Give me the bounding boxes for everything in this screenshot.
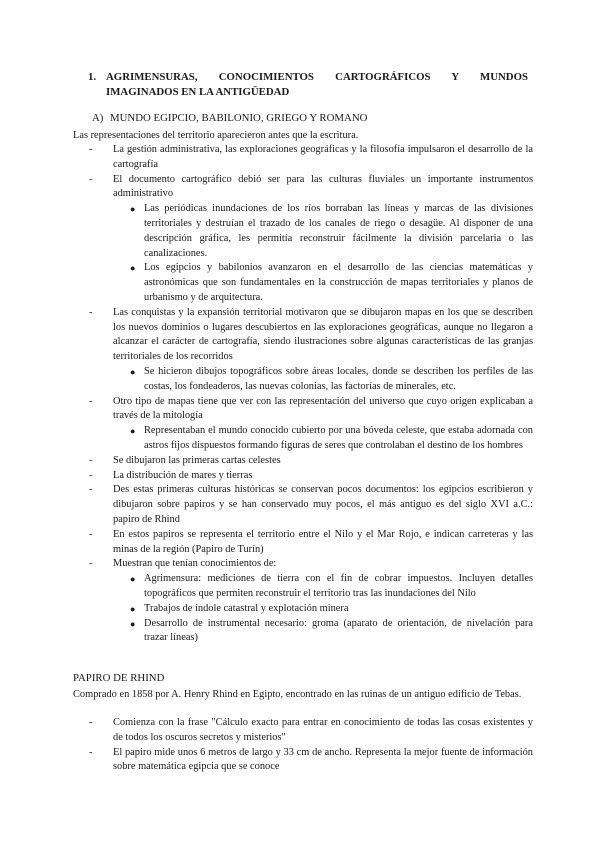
list-item-text: Otro tipo de mapas tiene que ver con las representación del universo que cuyo origen explicaban a través de la mitología (113, 395, 533, 422)
papiro-heading: PAPIRO DE RHIND (73, 672, 165, 684)
list-item-text: La gestión administrativa, las exploraciones geográficas y la filosofía impulsaron el desarrollo de la cartografía (113, 144, 533, 170)
intro-paragraph: Las representaciones del territorio aparecieron antes que la escritura. (73, 130, 359, 141)
bullet-dot-icon: ● (130, 426, 136, 437)
list-item (73, 716, 533, 746)
list-item (73, 173, 533, 203)
list-item-text: En estos papiros se representa el territorio entre el Nilo y el Mar Rojo, e indican carreteras y las minas de la región (Papiro de Turín) (113, 528, 533, 555)
dash-marker: - (89, 484, 93, 496)
chapter-title: AGRIMENSURAS, CONOCIMIENTOS CARTOGRÁFICOS Y MUNDOS IMAGINADOS EN LA ANTIGÜEDAD (106, 71, 528, 98)
dash-marker: - (89, 395, 93, 407)
list-item (73, 143, 533, 173)
list-item (73, 395, 533, 425)
papiro-bullet-list (73, 716, 533, 775)
section-label: A) (92, 112, 104, 124)
list-item (73, 557, 533, 572)
list-item-text: Comienza con la frase "Cálculo exacto para entrar en conocimiento de todas las cosas existentes y de todos los oscuros secretos y misterios" (113, 717, 533, 743)
dash-marker: - (89, 528, 93, 540)
list-item (73, 746, 533, 776)
section-title: MUNDO EGIPCIO, BABILONIO, GRIEGO Y ROMANO (110, 112, 368, 124)
dash-marker: - (89, 558, 93, 570)
bullet-dot-icon: ● (130, 263, 136, 274)
bullet-dot-icon: ● (130, 204, 136, 215)
dash-marker: - (89, 746, 93, 758)
papiro-intro: Comprado en 1858 por A. Henry Rhind en Egipto, encontrado en las ruinas de un antiguo edificio de Tebas. (73, 689, 522, 700)
sub-list-item (73, 365, 533, 395)
main-bullet-list (73, 143, 533, 646)
sub-list-item-text: Trabajos de índole catastral y explotación minera (144, 602, 349, 614)
sub-list-item (73, 261, 533, 305)
list-item-text: Muestran que tenían conocimientos de: (113, 558, 277, 570)
bullet-dot-icon: ● (130, 603, 136, 614)
chapter-heading (88, 70, 528, 100)
list-item (73, 483, 533, 527)
section-heading (92, 111, 367, 126)
sub-list-item-text: Se hicieron dibujos topográficos sobre áreas locales, donde se describen los perfiles de las costas, los fondeaderos, las nuevas colonias, las factorías de minerales, etc. (144, 365, 533, 392)
list-item-text: Se dibujaron las primeras cartas celestes (113, 454, 281, 466)
list-item-text: Des estas primeras culturas históricas se conservan pocos documentos: los egipcios escribieron y dibujaron sobre papiros y se han conservado muy pocos, el más antiguo es del siglo XVI a.C.: papiro de Rhind (113, 484, 533, 525)
sub-list-item-text: Los egipcios y babilonios avanzaron en el desarrollo de las ciencias matemáticas y astronómicas que son fundamentales en la construcción de mapas territoriales y planos de urbanismo y de arquitectura. (144, 262, 533, 303)
list-item (73, 454, 533, 469)
sub-list-item (73, 572, 533, 602)
list-item-text: Las conquistas y la expansión territorial motivaron que se dibujaron mapas en los que se describen los nuevos dominios o lugares descubiertos en las exploraciones geográficas, aunque no llegaron a alcanzar el carácter de cartografía, siendo ilustraciones sobre algunas características de las granjas territoriales de los recorridos (113, 306, 533, 363)
sub-list-item-text: Las periódicas inundaciones de los ríos borraban las líneas y marcas de las divisiones territoriales y destruían el trazado de los canales de riego o desagüe. Al disponer de una descripción gráfica, les permitía reconstruir fácilmente la división parcelaria o las canalizaciones. (144, 203, 533, 259)
list-item (73, 306, 533, 365)
sub-list-item (73, 424, 533, 454)
list-item (73, 528, 533, 558)
dash-marker: - (89, 454, 93, 466)
dash-marker: - (89, 173, 93, 185)
sub-list-item (73, 617, 533, 647)
list-item (73, 469, 533, 484)
dash-marker: - (89, 717, 93, 728)
dash-marker: - (89, 144, 93, 155)
bullet-dot-icon: ● (130, 618, 136, 629)
sub-list-item-text: Desarrollo de instrumental necesario: groma (aparato de orientación, de nivelación para trazar líneas) (144, 617, 533, 644)
bullet-dot-icon: ● (130, 574, 136, 585)
sub-list-item (73, 202, 533, 261)
chapter-number: 1. (88, 71, 97, 83)
list-item-text: El documento cartográfico debió ser para las culturas fluviales un importante instrumentos administrativo (113, 173, 533, 200)
dash-marker: - (89, 306, 93, 318)
sub-list-item (73, 602, 533, 617)
list-item-text: El papiro mide unos 6 metros de largo y 33 cm de ancho. Representa la mejor fuente de información sobre matemática egipcia que se conoce (113, 746, 533, 773)
dash-marker: - (89, 469, 93, 481)
list-item-text: La distribución de mares y tierras (113, 469, 253, 481)
sub-list-item-text: Representaban el mundo conocido cubierto por una bóveda celeste, que estaba adornada con astros fijos dispuestos formando figuras de seres que controlaban el destino de los hombres (144, 425, 533, 451)
bullet-dot-icon: ● (130, 366, 136, 377)
sub-list-item-text: Agrimensura: mediciones de tierra con el fin de cobrar impuestos. Incluyen detalles topográficos que permiten reconstruir el territorio tras las inundaciones del Nilo (144, 573, 533, 599)
